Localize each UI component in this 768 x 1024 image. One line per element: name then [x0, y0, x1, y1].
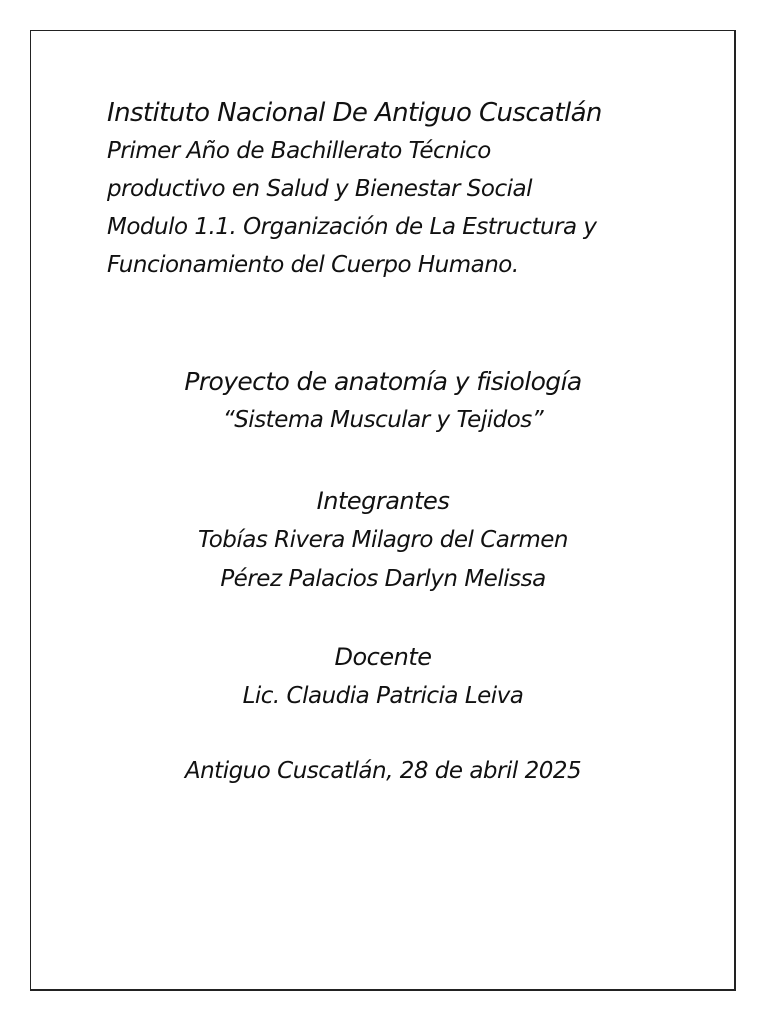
- teacher-heading: Docente: [334, 643, 432, 671]
- members-heading: Integrantes: [316, 487, 450, 515]
- institute-name: Instituto Nacional De Antiguo Cuscatlán: [107, 98, 602, 128]
- module-line: Modulo 1.1. Organización de La Estructura y: [107, 214, 597, 240]
- member-name: Tobías Rivera Milagro del Carmen: [197, 527, 568, 553]
- member-name: Pérez Palacios Darlyn Melissa: [220, 566, 546, 592]
- teacher-name: Lic. Claudia Patricia Leiva: [242, 683, 524, 709]
- project-subtitle: “Sistema Muscular y Tejidos”: [222, 407, 544, 433]
- place-date: Antiguo Cuscatlán, 28 de abril 2025: [184, 758, 582, 784]
- program-line: productivo en Salud y Bienestar Social: [107, 176, 532, 202]
- grade-line: Primer Año de Bachillerato Técnico: [107, 138, 491, 164]
- project-title: Proyecto de anatomía y fisiología: [184, 367, 582, 396]
- module-line-continued: Funcionamiento del Cuerpo Humano.: [107, 252, 519, 278]
- header-block: [107, 94, 707, 284]
